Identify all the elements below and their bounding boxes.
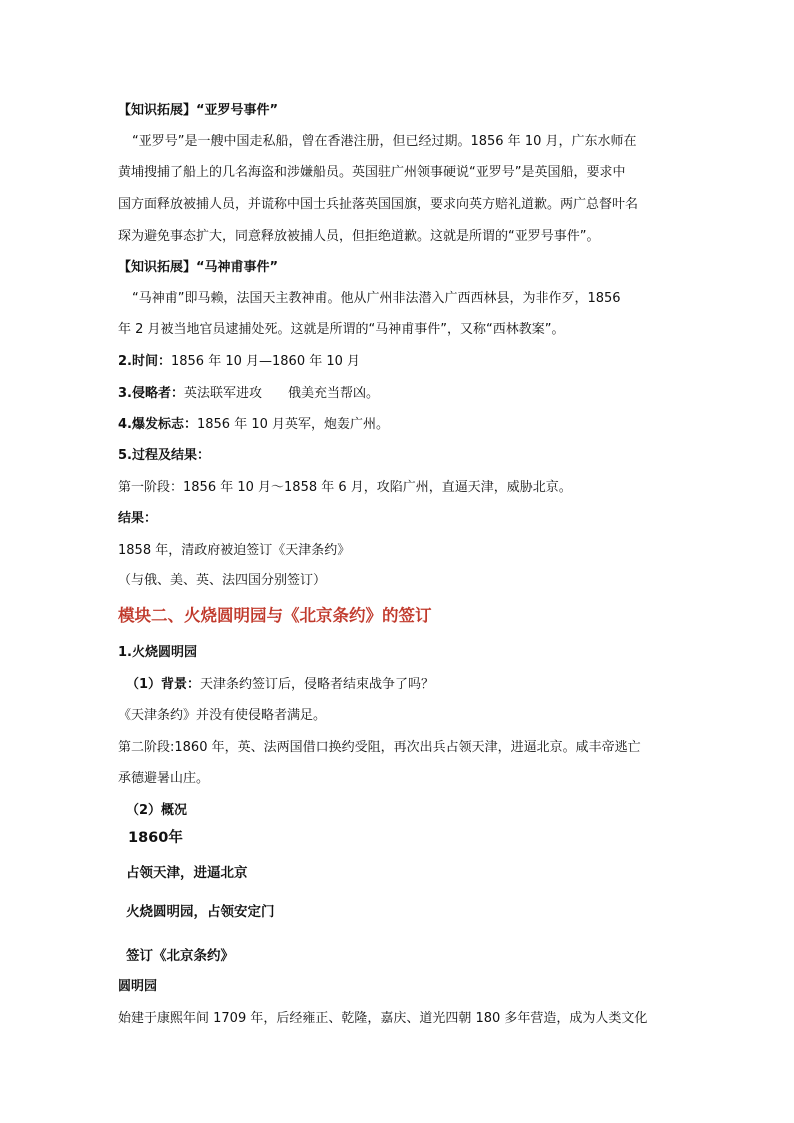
flow-year: 1860年: [128, 830, 183, 846]
yuanmingyuan-title: 圆明园: [118, 979, 158, 994]
result-text-1: 1858 年，清政府被迫签订《天津条约》: [118, 543, 351, 558]
outbreak-item: [118, 415, 678, 435]
arrow-paragraph-line-2: 黄埔搜捕了船上的几名海盗和涉嫌船员。英国驻广州领事硬说“亚罗号”是英国船，要求中: [118, 165, 626, 180]
knowledge-title-arrow: 【知识拓展】“亚罗号事件”: [118, 103, 279, 118]
time-value: 1856 年 10 月—1860 年 10 月: [170, 354, 361, 369]
arrow-paragraph-line-3: 国方面释放被捕人员，并谎称中国士兵扯落英国国旗，要求向英方赔礼道歉。两广总督叶名: [118, 197, 639, 212]
treaty-not-satisfied-text: 《天津条约》并没有使侵略者满足。: [118, 708, 327, 723]
process-label: 5.过程及结果：: [118, 448, 210, 463]
result-label: 结果：: [118, 511, 158, 526]
knowledge-title-ma: 【知识拓展】“马神甫事件”: [118, 260, 279, 275]
time-item: [118, 352, 678, 372]
yuanmingyuan-paragraph-line-1: 始建于康熙年间 1709 年，后经雍正、乾隆，嘉庆、道光四朝 180 多年营造，成为人类文化: [118, 1011, 648, 1026]
invader-item: [118, 384, 678, 404]
ma-paragraph-line-1: “马神甫”即马赖，法国天主教神甫。他从广州非法潜入广西西林县，为非作歹，1856: [132, 291, 621, 306]
invader-label: 3.侵略者：: [118, 386, 184, 401]
background-value: 天津条约签订后，侵略者结束战争了吗？: [200, 677, 435, 692]
ma-paragraph-line-2: 年 2 月被当地官员逮捕处死。这就是所谓的“马神甫事件”，又称“西林教案”。: [118, 322, 565, 337]
stage-two-line-2: 承德避暑山庄。: [118, 771, 210, 786]
arrow-paragraph-line-4: 琛为避免事态扩大，同意释放被捕人员，但拒绝道歉。这就是所谓的“亚罗号事件”。: [118, 229, 600, 244]
stage-two-line-1: 第二阶段:1860 年，英、法两国借口换约受阻，再次出兵占领天津，进逼北京。咸丰帝逃亡: [118, 740, 641, 755]
result-text-2: （与俄、美、英、法四国分别签订）: [118, 573, 327, 588]
burning-subheading: 1.火烧圆明园: [118, 645, 197, 660]
stage-one-text: 第一阶段：1856 年 10 月～1858 年 6 月，攻陷广州，直逼天津，威胁北京。: [118, 480, 572, 495]
background-item: [126, 675, 678, 695]
flow-step-2: 火烧圆明园，占领安定门: [126, 904, 275, 920]
background-label: （1）背景：: [126, 677, 201, 692]
flow-step-3: 签订《北京条约》: [126, 948, 234, 964]
arrow-paragraph-line-1: “亚罗号”是一艘中国走私船，曾在香港注册，但已经过期。1856 年 10 月，广东水师在: [132, 134, 637, 149]
invader-value: 英法联军进攻 俄美充当帮凶。: [183, 386, 379, 401]
overview-label: （2）概况: [126, 803, 188, 818]
outbreak-label: 4.爆发标志：: [118, 417, 197, 432]
outbreak-value: 1856 年 10 月英军，炮轰广州。: [196, 417, 390, 432]
time-label: 2.时间：: [118, 354, 171, 369]
flow-step-1: 占领天津，进逼北京: [126, 865, 248, 881]
module-two-heading: 模块二、火烧圆明园与《北京条约》的签订: [118, 606, 432, 625]
